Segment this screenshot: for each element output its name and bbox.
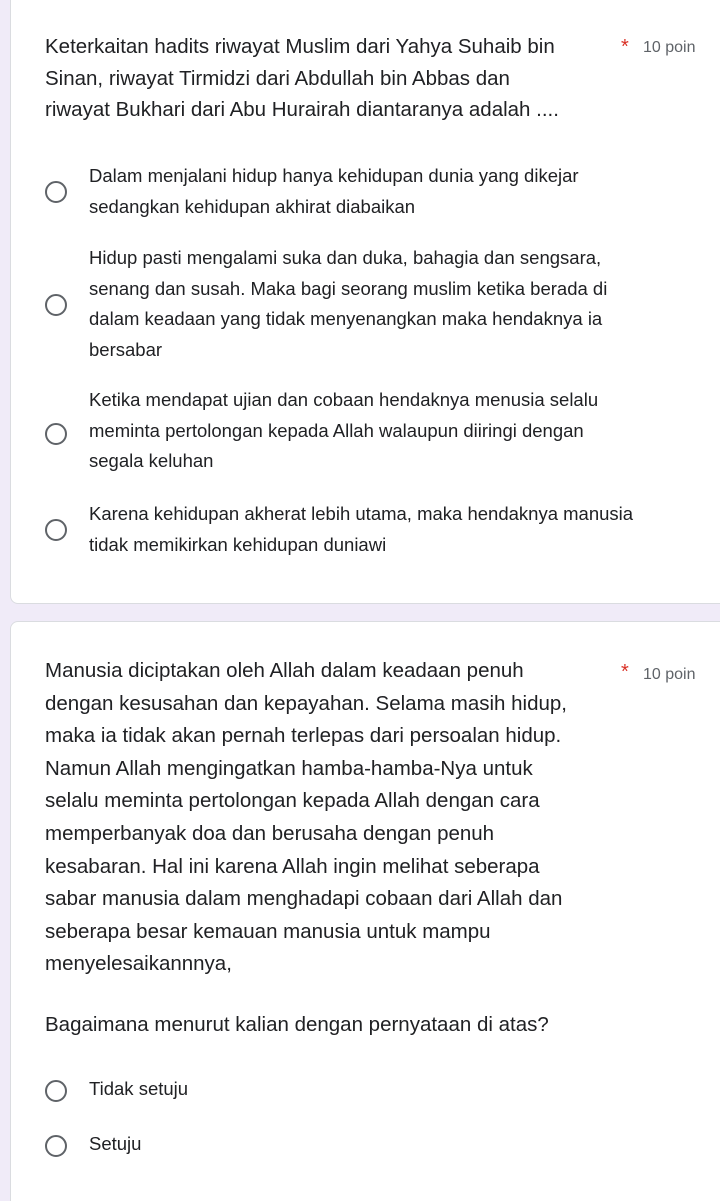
points-label: 10 poin <box>643 39 696 56</box>
question-title-line: riwayat Bukhari dari Abu Hurairah diantaranya adalah .... <box>45 98 559 121</box>
option-label-line: Ketika mendapat ujian dan cobaan hendaknya menusia selalu <box>89 389 599 410</box>
radio-button[interactable] <box>45 423 67 445</box>
question-title-line: kesabaran. Hal ini karena Allah ingin melihat seberapa <box>45 854 540 878</box>
option-label <box>89 499 689 560</box>
option-label-line: tidak memikirkan kehidupan duniawi <box>89 533 387 555</box>
radio-option[interactable] <box>45 1074 695 1108</box>
question-title <box>45 655 600 981</box>
points-label: 10 poin <box>643 666 696 683</box>
question-title-line: maka ia tidak akan pernah terlepas dari persoalan hidup. <box>45 724 562 748</box>
question-title-line: memperbanyak doa dan berusaha dengan penuh <box>45 821 495 845</box>
question-title-line: dengan kesusahan dan kepayahan. Selama masih hidup, <box>45 691 567 715</box>
question-prompt: Bagaimana menurut kalian dengan pernyataan di atas? <box>45 1013 549 1036</box>
question-title-line: Namun Allah mengingatkan hamba-hamba-Nya untuk <box>45 756 533 780</box>
radio-option[interactable] <box>45 161 695 231</box>
required-asterisk: * <box>621 36 629 58</box>
option-label-line: Tidak setuju <box>89 1078 189 1099</box>
radio-option[interactable] <box>45 1129 695 1163</box>
question-title-line: menyelesaikannnya, <box>45 952 232 976</box>
option-label-line: sedangkan kehidupan akhirat diabaikan <box>89 195 416 217</box>
radio-button[interactable] <box>45 1080 67 1102</box>
question-title-line: seberapa besar kemauan manusia untuk mampu <box>45 919 491 943</box>
question-title-line: Manusia diciptakan oleh Allah dalam keadaan penuh <box>45 659 524 682</box>
option-label-line: segala keluhan <box>89 450 214 471</box>
option-label-line: Hidup pasti mengalami suka dan duka, bahagia dan sengsara, <box>89 247 602 268</box>
required-asterisk: * <box>621 661 629 683</box>
option-label <box>89 1129 689 1160</box>
radio-option[interactable] <box>45 385 695 481</box>
question-title-line: Keterkaitan hadits riwayat Muslim dari Yahya Suhaib bin <box>45 35 555 58</box>
option-label-line: meminta pertolongan kepada Allah walaupun diiringi dengan <box>89 419 584 441</box>
question-title-line: sabar manusia dalam menghadapi cobaan dari Allah dan <box>45 887 563 911</box>
option-label <box>89 243 689 365</box>
question-card-2 <box>10 621 720 1201</box>
radio-button[interactable] <box>45 181 67 203</box>
question-title-line: selalu meminta pertolongan kepada Allah dengan cara <box>45 789 540 813</box>
option-label <box>89 385 689 477</box>
question-title-line: Sinan, riwayat Tirmidzi dari Abdullah bin Abbas dan <box>45 66 510 90</box>
radio-button[interactable] <box>45 294 67 316</box>
option-label <box>89 1074 689 1105</box>
radio-button[interactable] <box>45 1135 67 1157</box>
radio-option[interactable] <box>45 499 695 565</box>
option-label-line: bersabar <box>89 338 163 360</box>
option-label-line: senang dan susah. Maka bagi seorang muslim ketika berada di <box>89 277 608 299</box>
option-label-line: dalam keadaan yang tidak menyenangkan maka hendaknya ia <box>89 308 603 329</box>
question-card-1 <box>10 0 720 604</box>
question-title <box>45 31 600 126</box>
option-label-line: Karena kehidupan akherat lebih utama, maka hendaknya manusia <box>89 503 634 524</box>
option-label-line: Dalam menjalani hidup hanya kehidupan dunia yang dikejar <box>89 165 579 186</box>
radio-option[interactable] <box>45 243 695 371</box>
option-label <box>89 161 689 222</box>
radio-button[interactable] <box>45 519 67 541</box>
option-label-line: Setuju <box>89 1133 142 1154</box>
